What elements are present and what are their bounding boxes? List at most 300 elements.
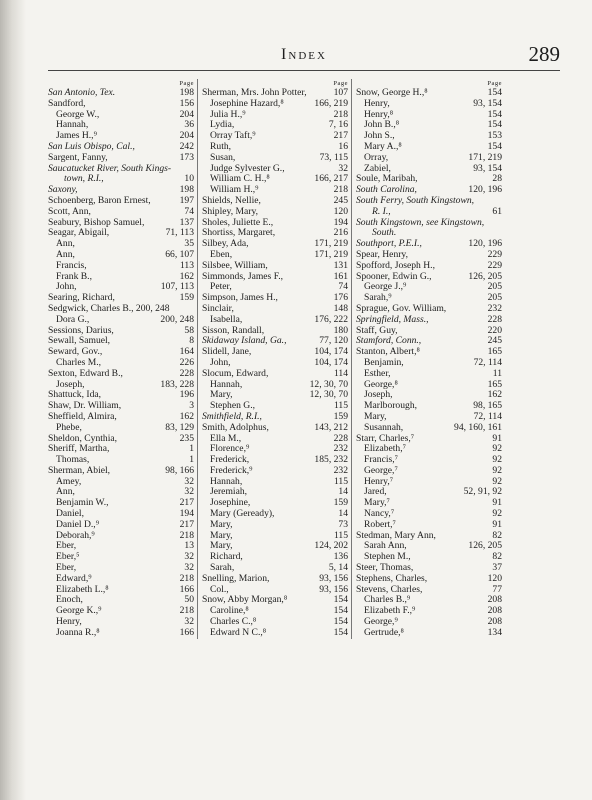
- entry-name: Ann,: [56, 486, 75, 498]
- entry-pages: 217: [179, 518, 194, 530]
- entry-name: Shortiss, Margaret,: [202, 227, 276, 239]
- entry-pages: 154: [333, 605, 348, 617]
- entry-pages: 113: [179, 259, 194, 271]
- entry-pages: 166, 217: [314, 173, 348, 185]
- entry-pages: 162: [179, 410, 194, 422]
- entry-pages: 217: [179, 497, 194, 509]
- entry-name: Charles M.,: [56, 356, 102, 368]
- entry-name: Mary,: [364, 410, 387, 422]
- entry-name: Henry,⁷: [364, 475, 394, 487]
- entry-pages: 154: [333, 626, 348, 638]
- entry-name: John,: [210, 356, 231, 368]
- entry-name: Eber,: [56, 540, 77, 552]
- entry-pages: 245: [333, 194, 348, 206]
- entry-name: Sherman, Abiel,: [48, 464, 111, 476]
- entry-pages: 50: [184, 594, 194, 606]
- entry-pages: 91: [492, 518, 502, 530]
- entry-name: Enoch,: [56, 594, 83, 606]
- entry-pages: 115: [333, 529, 348, 541]
- index-entry: [202, 153, 348, 164]
- entry-pages: 73, 115: [319, 151, 348, 163]
- entry-pages: 198: [179, 184, 194, 196]
- entry-pages: 12, 30, 70: [309, 389, 348, 401]
- entry-name: George,⁹: [364, 616, 398, 628]
- entry-name: Richard,: [210, 551, 243, 563]
- entry-pages: 154: [333, 616, 348, 628]
- entry-pages: 204: [179, 108, 194, 120]
- entry-name: Robert,⁷: [364, 518, 396, 530]
- entry-pages: 82: [492, 551, 502, 563]
- index-entry: [356, 369, 502, 380]
- entry-name: Sheldon, Cynthia,: [48, 432, 118, 444]
- entry-pages: 32: [184, 486, 194, 498]
- entry-pages: 104, 174: [314, 356, 348, 368]
- entry-name: Thomas,: [56, 454, 90, 466]
- index-entry: [356, 423, 502, 434]
- entry-pages: 245: [487, 335, 502, 347]
- entry-pages: 208: [487, 594, 502, 606]
- entry-name: Daniel,: [56, 508, 84, 520]
- entry-name: Isabella,: [210, 313, 243, 325]
- index-entry: [202, 628, 348, 639]
- entry-name: Daniel D.,⁹: [56, 518, 100, 530]
- entry-pages: 93, 154: [473, 97, 502, 109]
- entry-name: Saxony,: [48, 184, 78, 196]
- entry-pages: 218: [179, 605, 194, 617]
- entry-pages: 32: [184, 616, 194, 628]
- entry-pages: 35: [184, 238, 194, 250]
- entry-name: Edward,⁹: [56, 572, 92, 584]
- entry-pages: 82: [492, 529, 502, 541]
- index-column-3: [351, 79, 505, 639]
- entry-pages: 74: [184, 205, 194, 217]
- entry-pages: 232: [333, 443, 348, 455]
- index-entry: [202, 369, 348, 380]
- entry-pages: 12, 30, 70: [309, 378, 348, 390]
- entry-pages: 107, 113: [160, 281, 194, 293]
- index-entry: [48, 207, 194, 218]
- index-column-1: [48, 79, 197, 639]
- index-entry: [202, 423, 348, 434]
- entry-pages: 228: [487, 313, 502, 325]
- entry-name: Snelling, Marion,: [202, 572, 270, 584]
- entry-pages: 134: [487, 626, 502, 638]
- entry-pages: 162: [487, 389, 502, 401]
- page-header: [48, 40, 560, 70]
- entry-name: Springfield, Mass.,: [356, 313, 429, 325]
- page-number: 289: [528, 42, 560, 66]
- entry-pages: 93, 156: [319, 572, 348, 584]
- entry-name: Susan,: [210, 151, 236, 163]
- entry-pages: 176: [333, 292, 348, 304]
- page-column-label: Page: [179, 80, 194, 87]
- entry-name: Seward, Gov.,: [48, 346, 103, 358]
- entry-name: Sarah,: [210, 562, 235, 574]
- index-entry: [202, 207, 348, 218]
- entry-name: Sessions, Darius,: [48, 324, 114, 336]
- entry-name: Henry,: [56, 616, 82, 628]
- index-entry: [48, 153, 194, 164]
- entry-pages: 229: [487, 248, 502, 260]
- entry-pages: 198: [179, 87, 194, 98]
- entry-pages: 14: [338, 486, 348, 498]
- entry-pages: 232: [333, 464, 348, 476]
- entry-name: Mary,: [210, 540, 233, 552]
- entry-pages: 114: [333, 367, 348, 379]
- entry-name: Sholes, Juliette E.,: [202, 216, 274, 228]
- entry-name: William C. H.,⁸: [210, 173, 270, 185]
- entry-name: Steer, Thomas,: [356, 562, 414, 574]
- entry-pages: 92: [492, 443, 502, 455]
- entry-pages: 8: [189, 335, 194, 347]
- entry-name: Saucatucket River, South Kings-: [48, 162, 172, 174]
- entry-name: Phebe,: [56, 421, 82, 433]
- entry-name: Edward N C.,⁸: [210, 626, 267, 638]
- entry-pages: 176, 222: [314, 313, 348, 325]
- entry-name: Seagar, Abigail,: [48, 227, 110, 239]
- entry-name: George,⁷: [364, 464, 398, 476]
- entry-name: Silsbee, William,: [202, 259, 268, 271]
- entry-pages: 228: [333, 432, 348, 444]
- entry-name: John,: [56, 281, 77, 293]
- index-entry: [356, 628, 502, 639]
- entry-name: Sarah,⁹: [364, 292, 392, 304]
- entry-pages: 5, 14: [328, 562, 348, 574]
- entry-pages: 115: [333, 475, 348, 487]
- entry-pages: 73: [338, 518, 348, 530]
- entry-name: Sinclair,: [202, 302, 234, 314]
- entry-pages: 107: [333, 87, 348, 98]
- entry-pages: 126, 205: [468, 540, 502, 552]
- index-column-2: [197, 79, 351, 639]
- entry-name: Hannah,: [210, 378, 243, 390]
- entry-pages: 242: [179, 140, 194, 152]
- entry-pages: 61: [492, 205, 502, 217]
- entry-name: Col.,: [210, 583, 229, 595]
- entry-pages: 235: [179, 432, 194, 444]
- entry-name: Frederick,⁹: [210, 464, 253, 476]
- page-title: Index: [281, 46, 327, 63]
- entry-pages: 28: [492, 173, 502, 185]
- entry-pages: 1: [189, 443, 194, 455]
- entry-pages: 124, 202: [314, 540, 348, 552]
- entry-name: Spooner, Edwin G.,: [356, 270, 432, 282]
- entry-pages: 92: [492, 508, 502, 520]
- entry-pages: 14: [338, 508, 348, 520]
- index-entry: [48, 628, 194, 639]
- entry-pages: 156: [179, 97, 194, 109]
- entry-name: Sprague, Gov. William,: [356, 302, 447, 314]
- entry-pages: 166, 219: [314, 97, 348, 109]
- entry-pages: 115: [333, 400, 348, 412]
- entry-name: Shipley, Mary,: [202, 205, 259, 217]
- page-column-label: Page: [487, 80, 502, 87]
- entry-pages: 208: [487, 605, 502, 617]
- entry-pages: 13: [184, 540, 194, 552]
- entry-pages: 180: [333, 324, 348, 336]
- entry-name: William H.,⁹: [210, 184, 259, 196]
- entry-pages: 93, 156: [319, 583, 348, 595]
- entry-name: Sargent, Fanny,: [48, 151, 108, 163]
- entry-name: Frederick,: [210, 454, 250, 466]
- entry-name: Hannah,: [210, 475, 243, 487]
- entry-pages: 165: [487, 346, 502, 358]
- entry-name: Slocum, Edward,: [202, 367, 269, 379]
- entry-pages: 229: [487, 259, 502, 271]
- entry-name: Soule, Maribah,: [356, 173, 418, 185]
- entry-name: Nancy,⁷: [364, 508, 395, 520]
- entry-name: Scott, Ann,: [48, 205, 91, 217]
- entry-pages: 91: [492, 497, 502, 509]
- index-entry: [202, 315, 348, 326]
- entry-pages: 154: [487, 119, 502, 131]
- entry-name: Simpson, James H.,: [202, 292, 278, 304]
- entry-pages: 94, 160, 161: [454, 421, 502, 433]
- entry-pages: 71, 113: [165, 227, 194, 239]
- entry-name: Ann,: [56, 238, 75, 250]
- index-entry: [48, 261, 194, 272]
- entry-name: Benjamin,: [364, 356, 404, 368]
- entry-pages: 148: [333, 302, 348, 314]
- entry-name: town, R.I.,: [64, 173, 104, 185]
- entry-name: Judge Sylvester G.,: [210, 162, 285, 174]
- entry-name: John S.,: [364, 130, 395, 142]
- entry-name: Searing, Richard,: [48, 292, 115, 304]
- entry-name: Sherman, Mrs. John Potter,: [202, 87, 307, 98]
- entry-pages: 32: [184, 551, 194, 563]
- entry-name: George W.,: [56, 108, 100, 120]
- entry-name: Slidell, Jane,: [202, 346, 252, 358]
- entry-pages: 32: [184, 562, 194, 574]
- entry-pages: 218: [179, 572, 194, 584]
- entry-pages: 104, 174: [314, 346, 348, 358]
- entry-name: Mary,: [210, 529, 233, 541]
- entry-name: Stamford, Conn.,: [356, 335, 422, 347]
- entry-pages: 143, 212: [314, 421, 348, 433]
- entry-name: Gertrude,⁸: [364, 626, 404, 638]
- entry-pages: 120, 196: [468, 184, 502, 196]
- entry-pages: 74: [338, 281, 348, 293]
- entry-name: Eben,: [210, 248, 233, 260]
- entry-name: Snow, Abby Morgan,⁸: [202, 594, 288, 606]
- entry-name: Stephen M.,: [364, 551, 411, 563]
- entry-name: Hannah,: [56, 119, 89, 131]
- entry-pages: 165: [487, 378, 502, 390]
- entry-pages: [499, 218, 502, 229]
- entry-name: Francis,⁷: [364, 454, 398, 466]
- entry-name: South.: [372, 227, 397, 239]
- entry-name: South Kingstown, see Kingstown,: [356, 216, 485, 228]
- entry-pages: 52, 91, 92: [463, 486, 502, 498]
- entry-name: Starr, Charles,⁷: [356, 432, 415, 444]
- entry-name: Silbey, Ada,: [202, 238, 249, 250]
- entry-pages: 154: [333, 594, 348, 606]
- entry-name: Joanna R.,⁸: [56, 626, 100, 638]
- entry-pages: 154: [487, 87, 502, 98]
- entry-pages: 185, 232: [314, 454, 348, 466]
- entry-pages: 208: [487, 616, 502, 628]
- entry-name: Shattuck, Ida,: [48, 389, 102, 401]
- entry-name: Jared,: [364, 486, 387, 498]
- entry-name: Spofford, Joseph H.,: [356, 259, 435, 271]
- entry-name: Mary A.,⁸: [364, 140, 402, 152]
- entry-pages: 36: [184, 119, 194, 131]
- entry-name: George K.,⁹: [56, 605, 102, 617]
- entry-name: Shaw, Dr. William,: [48, 400, 122, 412]
- entry-pages: 77, 120: [319, 335, 348, 347]
- entry-pages: 218: [179, 529, 194, 541]
- entry-name: Simmonds, James F.,: [202, 270, 284, 282]
- index-entry: [48, 423, 194, 434]
- entry-pages: 93, 154: [473, 162, 502, 174]
- entry-name: Sarah Ann,: [364, 540, 407, 552]
- entry-pages: 194: [333, 216, 348, 228]
- entry-pages: 120: [333, 205, 348, 217]
- entry-name: Smith, Adolphus,: [202, 421, 269, 433]
- entry-pages: 154: [487, 108, 502, 120]
- entry-pages: 205: [487, 281, 502, 293]
- index-entry: [356, 315, 502, 326]
- entry-name: Joseph,: [56, 378, 85, 390]
- entry-name: Benjamin W.,: [56, 497, 109, 509]
- entry-name: Susannah,: [364, 421, 404, 433]
- entry-pages: 232: [487, 302, 502, 314]
- entry-pages: 196: [179, 389, 194, 401]
- entry-name: Seabury, Bishop Samuel,: [48, 216, 145, 228]
- entry-name: Elizabeth,⁷: [364, 443, 406, 455]
- entry-pages: 159: [179, 292, 194, 304]
- entry-pages: 32: [184, 475, 194, 487]
- entry-name: South Ferry, South Kingstown,: [356, 194, 475, 206]
- entry-name: Sedgwick, Charles B., 200, 248: [48, 302, 170, 314]
- entry-name: South Carolina,: [356, 184, 417, 196]
- entry-name: R. I.,: [372, 205, 391, 217]
- entry-name: John B.,⁸: [364, 119, 400, 131]
- entry-name: Florence,⁹: [210, 443, 250, 455]
- index-entry: [202, 99, 348, 110]
- entry-pages: 171, 219: [468, 151, 502, 163]
- entry-name: Sisson, Randall,: [202, 324, 265, 336]
- entry-name: Francis,: [56, 259, 87, 271]
- entry-name: Stedman, Mary Ann,: [356, 529, 436, 541]
- entry-pages: 159: [333, 497, 348, 509]
- entry-pages: 11: [492, 367, 502, 379]
- entry-name: Ann,: [56, 248, 75, 260]
- index-entry: [48, 99, 194, 110]
- entry-pages: 226: [179, 356, 194, 368]
- entry-name: Esther,: [364, 367, 391, 379]
- entry-name: Julia H.,⁹: [210, 108, 246, 120]
- entry-pages: 217: [333, 130, 348, 142]
- entry-pages: 164: [179, 346, 194, 358]
- entry-name: Ella M.,: [210, 432, 242, 444]
- entry-pages: 218: [333, 108, 348, 120]
- entry-name: Josephine Hazard,⁸: [210, 97, 284, 109]
- entry-pages: 228: [179, 367, 194, 379]
- entry-name: Stevens, Charles,: [356, 583, 423, 595]
- entry-pages: 131: [333, 259, 348, 271]
- entry-name: Orray,: [364, 151, 389, 163]
- book-spine-shadow: [0, 0, 26, 800]
- entry-pages: 166: [179, 626, 194, 638]
- index-entry: [202, 261, 348, 272]
- header-rule: [48, 70, 560, 71]
- entry-name: Sheffield, Almira,: [48, 410, 117, 422]
- entry-pages: 171, 219: [314, 238, 348, 250]
- entry-pages: 194: [179, 508, 194, 520]
- entry-name: Marlborough,: [364, 400, 418, 412]
- entry-pages: 37: [492, 562, 502, 574]
- index-entry: [356, 153, 502, 164]
- entry-name: Mary,: [210, 389, 233, 401]
- entry-name: Sandford,: [48, 97, 86, 109]
- entry-name: Elizabeth L.,⁸: [56, 583, 109, 595]
- entry-pages: 120: [487, 572, 502, 584]
- entry-pages: 3: [189, 400, 194, 412]
- entry-pages: 137: [179, 216, 194, 228]
- entry-name: Frank B.,: [56, 270, 92, 282]
- entry-pages: 58: [184, 324, 194, 336]
- entry-name: Henry,⁸: [364, 108, 394, 120]
- entry-name: Lydia,: [210, 119, 235, 131]
- entry-name: George,⁸: [364, 378, 398, 390]
- entry-pages: 16: [338, 140, 348, 152]
- entry-name: Sheriff, Martha,: [48, 443, 110, 455]
- entry-name: George J.,⁹: [364, 281, 407, 293]
- entry-pages: 10: [184, 173, 194, 185]
- index-entry: [356, 99, 502, 110]
- entry-pages: 200, 248: [160, 313, 194, 325]
- entry-pages: 173: [179, 151, 194, 163]
- entry-pages: 92: [492, 475, 502, 487]
- entry-name: Mary (Geready),: [210, 508, 275, 520]
- entry-name: Sexton, Edward B.,: [48, 367, 123, 379]
- entry-name: Staff, Guy,: [356, 324, 398, 336]
- index-entry: [356, 261, 502, 272]
- entry-pages: 92: [492, 464, 502, 476]
- entry-pages: 205: [487, 292, 502, 304]
- entry-name: Smithfield, R.I.,: [202, 410, 262, 422]
- entry-name: Amey,: [56, 475, 82, 487]
- index-entry: [48, 315, 194, 326]
- entry-pages: 98, 165: [473, 400, 502, 412]
- entry-pages: 159: [333, 410, 348, 422]
- entry-name: Elizabeth F.,⁹: [364, 605, 416, 617]
- entry-name: San Antonio, Tex.: [48, 87, 116, 98]
- entry-name: Zabiel,: [364, 162, 391, 174]
- entry-name: Snow, George H.,⁸: [356, 87, 428, 98]
- entry-name: Skidaway Island, Ga.,: [202, 335, 287, 347]
- entry-pages: 66, 107: [165, 248, 194, 260]
- entry-pages: 166: [179, 583, 194, 595]
- entry-pages: 1: [189, 454, 194, 466]
- entry-name: Deborah,⁹: [56, 529, 95, 541]
- entry-name: Eber,: [56, 562, 77, 574]
- entry-pages: 220: [487, 324, 502, 336]
- entry-pages: 171, 219: [314, 248, 348, 260]
- entry-name: Charles B.,⁹: [364, 594, 411, 606]
- entry-pages: 218: [333, 184, 348, 196]
- entry-pages: 72, 114: [473, 410, 502, 422]
- entry-name: Mary,⁷: [364, 497, 390, 509]
- entry-pages: 204: [179, 130, 194, 142]
- entry-name: Peter,: [210, 281, 232, 293]
- entry-name: Orray Taft,⁹: [210, 130, 256, 142]
- entry-pages: 136: [333, 551, 348, 563]
- entry-name: Jeremiah,: [210, 486, 248, 498]
- entry-pages: 162: [179, 270, 194, 282]
- entry-pages: 32: [338, 162, 348, 174]
